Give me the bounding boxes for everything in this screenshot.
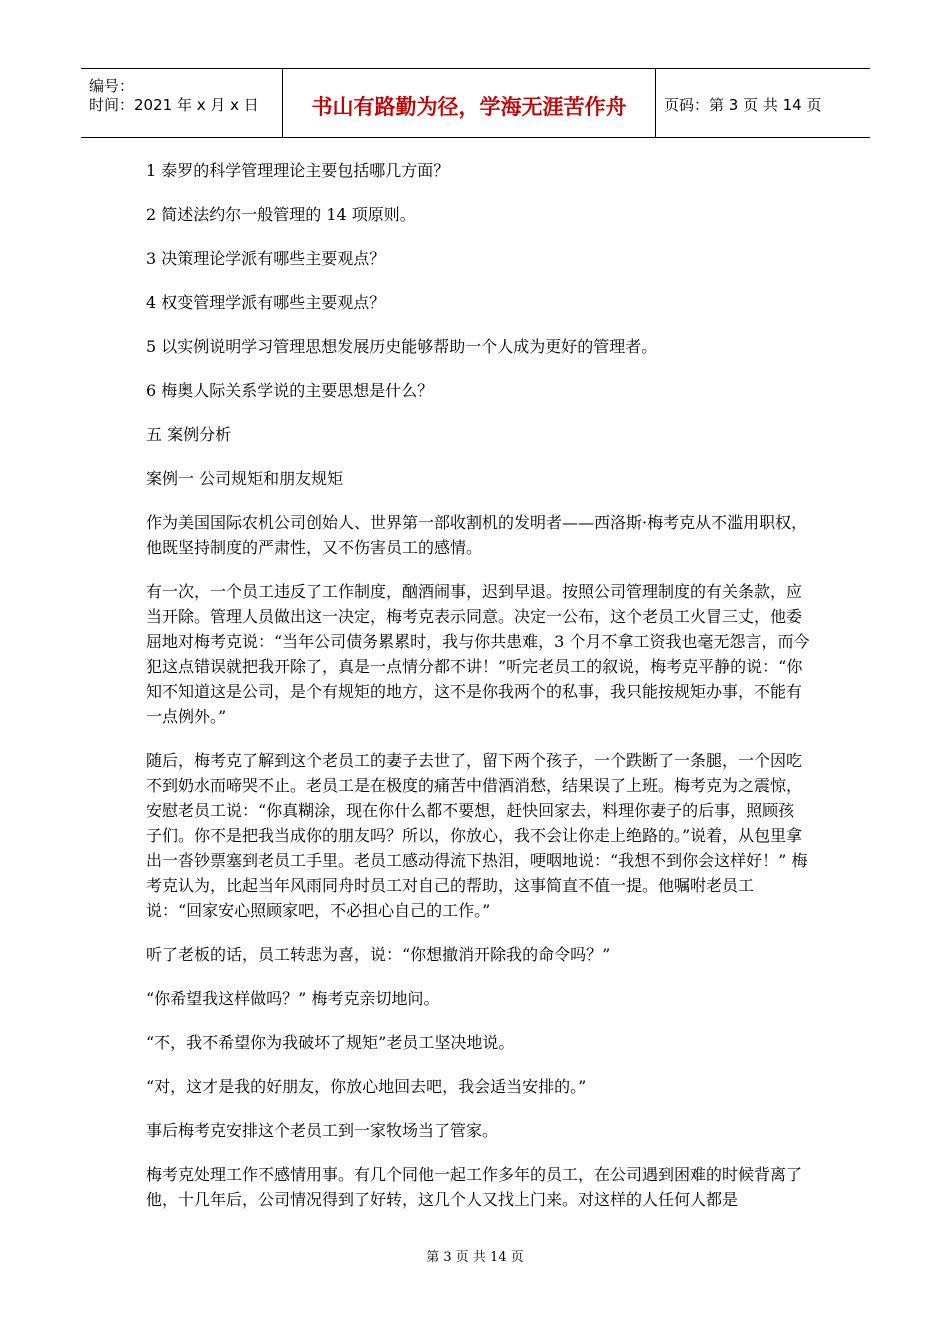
document-body (146, 158, 810, 1212)
date-label: 时间：2021 年 x 月 x 日 (89, 96, 259, 114)
paragraph: 有一次，一个员工违反了工作制度，酗酒闹事，迟到早退。按照公司管理制度的有关条款，应当开除。管理人员做出这一决定，梅考克表示同意。决定一公布，这个老员工火冒三丈，他委屈地对梅考克说：“当年公司债务累累时，我与你共患难，3 个月不拿工资我也毫无怨言，而今犯这点错误就把我开除了，真是一点情分都不讲！”听完老员工的叙说，梅考克平静的说：“你知不知道这是公司，是个有规矩的地方，这不是你我两个的私事，我只能按规矩办事，不能有一点例外。” (146, 582, 810, 726)
page-footer: 第 3 页 共 14 页 (426, 1250, 524, 1265)
paragraph: “不，我不希望你为我破坏了规矩”老员工坚决地说。 (146, 1033, 515, 1052)
paragraph: 1 泰罗的科学管理理论主要包括哪几方面？ (146, 161, 450, 180)
paragraph: 事后梅考克安排这个老员工到一家牧场当了管家。 (146, 1121, 499, 1140)
paragraph: 2 简述法约尔一般管理的 14 项原则。 (146, 205, 416, 224)
paragraph: “你希望我这样做吗？” 梅考克亲切地问。 (146, 989, 440, 1008)
paragraph: 3 决策理论学派有哪些主要观点？ (146, 249, 386, 268)
paragraph: 5 以实例说明学习管理思想发展历史能够帮助一个人成为更好的管理者。 (146, 337, 658, 356)
header-motto: 书山有路勤为径，学海无涯苦作舟 (311, 95, 627, 119)
header-page-number: 页码：第 3 页 共 14 页 (664, 96, 822, 114)
paragraph: 4 权变管理学派有哪些主要观点？ (146, 293, 386, 312)
paragraph: 随后，梅考克了解到这个老员工的妻子去世了，留下两个孩子，一个跌断了一条腿，一个因吃不到奶水而啼哭不止。老员工是在极度的痛苦中借酒消愁，结果误了上班。梅考克为之震惊，安慰老员工说：“你真糊涂，现在你什么都不要想，赶快回家去，料理你妻子的后事，照顾孩子们。你不是把我当成你的朋友吗？所以，你放心，我不会让你走上绝路的。”说着，从包里拿出一沓钞票塞到老员工手里。老员工感动得流下热泪，哽咽地说：“我想不到你会这样好！” 梅考克认为，比起当年风雨同舟时员工对自己的帮助，这事简直不值一提。他嘱咐老员工说：“回家安心照顾家吧，不必担心自己的工作。” (146, 751, 808, 920)
document-number-label: 编号： (89, 77, 135, 95)
paragraph: 梅考克处理工作不感情用事。有几个同他一起工作多年的员工，在公司遇到困难的时候背离了他，十几年后，公司情况得到了好转，这几个人又找上门来。对这样的人任何人都是 (146, 1165, 803, 1209)
paragraph: 听了老板的话，员工转悲为喜，说：“你想撤消开除我的命令吗？” (146, 945, 611, 964)
paragraph: 案例一 公司规矩和朋友规矩 (146, 469, 344, 488)
paragraph: 五 案例分析 (146, 425, 232, 444)
paragraph: “对，这才是我的好朋友，你放心地回去吧，我会适当安排的。” (146, 1077, 587, 1096)
paragraph: 作为美国国际农机公司创始人、世界第一部收割机的发明者——西洛斯·梅考克从不滥用职权，他既坚持制度的严肃性，又不伤害员工的感情。 (146, 513, 808, 557)
header-divider (655, 69, 656, 137)
page-header (81, 68, 870, 138)
paragraph: 6 梅奥人际关系学说的主要思想是什么？ (146, 381, 434, 400)
